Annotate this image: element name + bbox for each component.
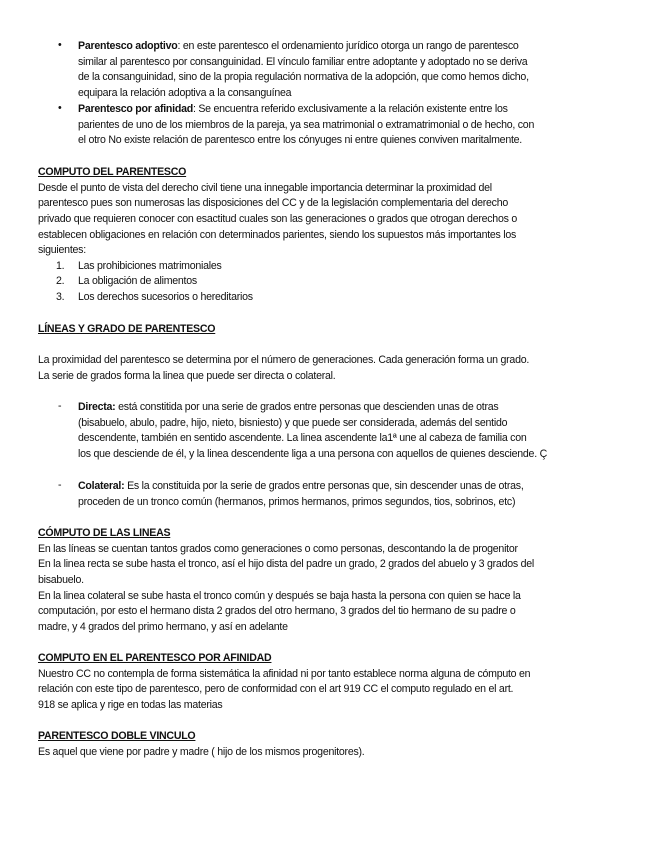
term: Parentesco por afinidad bbox=[78, 103, 193, 115]
text-line: los que desciende de él, y la linea descendente liga a una persona con aquellos de quienes desciende. Ç bbox=[78, 447, 547, 460]
bullet-marker: • bbox=[58, 39, 62, 51]
text-line: La serie de grados forma la linea que puede ser directa o colateral. bbox=[38, 369, 336, 382]
text-line: similar al parentesco por consanguinidad. El vínculo familiar entre adoptante y adoptado no se deriva bbox=[78, 55, 528, 68]
list-item: 3. Los derechos sucesorios o hereditarios bbox=[56, 291, 253, 304]
text-line: madre, y 4 grados del primo hermano, y así en adelante bbox=[38, 620, 288, 633]
section-heading: COMPUTO EN EL PARENTESCO POR AFINIDAD bbox=[38, 652, 272, 664]
text-line: privado que requieren conocer con esactitud cuales son las generaciones o grados que otrogan derechos o bbox=[38, 212, 517, 225]
text-line: La proximidad del parentesco se determina por el número de generaciones. Cada generación forma un grado. bbox=[38, 354, 530, 367]
section-doble-vinculo bbox=[38, 729, 628, 760]
section-computo bbox=[38, 165, 628, 306]
section-afinidad bbox=[38, 651, 628, 714]
dash-marker: - bbox=[58, 479, 62, 491]
term: Colateral: bbox=[78, 480, 125, 492]
term: Parentesco adoptivo bbox=[78, 40, 178, 52]
text-line: siguientes: bbox=[38, 244, 86, 257]
bullet-marker: • bbox=[58, 102, 62, 114]
text-line: En la linea colateral se sube hasta el tronco común y después se baja hasta la persona con quien se hace la bbox=[38, 589, 521, 602]
text-line: : en este parentesco el ordenamiento jurídico otorga un rango de parentesco bbox=[177, 40, 519, 52]
text-line: bisabuelo. bbox=[38, 573, 84, 586]
text-line: (bisabuelo, abulo, padre, hijo, nieto, bisniesto) y que puede ser considerada, además del sentido bbox=[78, 416, 508, 429]
text-line: equipara la relación adoptiva a la consanguínea bbox=[78, 86, 292, 99]
text-line: En la linea recta se sube hasta el tronco, así el hijo dista del padre un grado, 2 grados del abuelo y 3 grados del bbox=[38, 558, 534, 571]
term: Directa: bbox=[78, 401, 116, 413]
section-heading: COMPUTO DEL PARENTESCO bbox=[38, 166, 187, 178]
section-computo-lineas bbox=[38, 526, 628, 635]
text-line: descendente, también en sentido ascendente. La linea ascendente la1ª une al cabeza de familia con bbox=[78, 432, 527, 445]
text-line: : Se encuentra referido exclusivamente a la relación existente entre los bbox=[192, 103, 508, 115]
section-heading: CÓMPUTO DE LAS LINEAS bbox=[38, 527, 171, 539]
text-line: En las líneas se cuentan tantos grados como generaciones o como personas, descontando la de progenitor bbox=[38, 542, 518, 555]
text-line: Es la constituida por la serie de grados entre personas que, sin descender unas de otras, bbox=[124, 480, 524, 492]
section-lineas bbox=[38, 322, 628, 385]
text-line: 918 se aplica y rige en todas las materias bbox=[38, 698, 223, 711]
text-line: Es aquel que viene por padre y madre ( hijo de los mismos progenitores). bbox=[38, 745, 365, 758]
list-item: 2. La obligación de alimentos bbox=[56, 275, 197, 288]
text-line: parentesco pues son numerosas las disposiciones del CC y de la legislación complementaria del derecho bbox=[38, 197, 508, 210]
text-line: de la consanguinidad, sino de la propia regulación normativa de la adopción, que como hemos dicho, bbox=[78, 71, 529, 84]
text-line: computación, por esto el hermano dista 2 grados del otro hermano, 3 grados del tio hermano de su padre o bbox=[38, 605, 516, 618]
text-line: relación con este tipo de parentesco, pero de conformidad con el art 919 CC el computo regulado en el art. bbox=[38, 683, 514, 696]
section-heading: PARENTESCO DOBLE VINCULO bbox=[38, 730, 196, 742]
text-line: parientes de uno de los miembros de la pareja, ya sea matrimonial o extramatrimonial o de hecho, con bbox=[78, 118, 535, 131]
text-line: proceden de un tronco común (hermanos, primos hermanos, primos segundos, tios, sobrinos, etc) bbox=[78, 495, 516, 508]
text-line: Nuestro CC no contempla de forma sistemática la afinidad ni por tanto establece norma alguna de cómputo en bbox=[38, 667, 531, 680]
section-heading: LÍNEAS Y GRADO DE PARENTESCO bbox=[38, 323, 216, 335]
dash-marker: - bbox=[58, 400, 62, 412]
text-line: el otro No existe relación de parentesco entre los cónyuges ni entre quienes conviven maritalmente. bbox=[78, 134, 522, 147]
text-line: establecen obligaciones en relación con determinados parientes, siendo los supuestos más importantes los bbox=[38, 228, 517, 241]
text-line: está constitida por una serie de grados entre personas que descienden unas de otras bbox=[115, 401, 499, 413]
text-line: Desde el punto de vista del derecho civil tiene una innegable importancia determinar la proximidad del bbox=[38, 181, 492, 194]
list-item: 1. Las prohibiciones matrimoniales bbox=[56, 259, 222, 272]
